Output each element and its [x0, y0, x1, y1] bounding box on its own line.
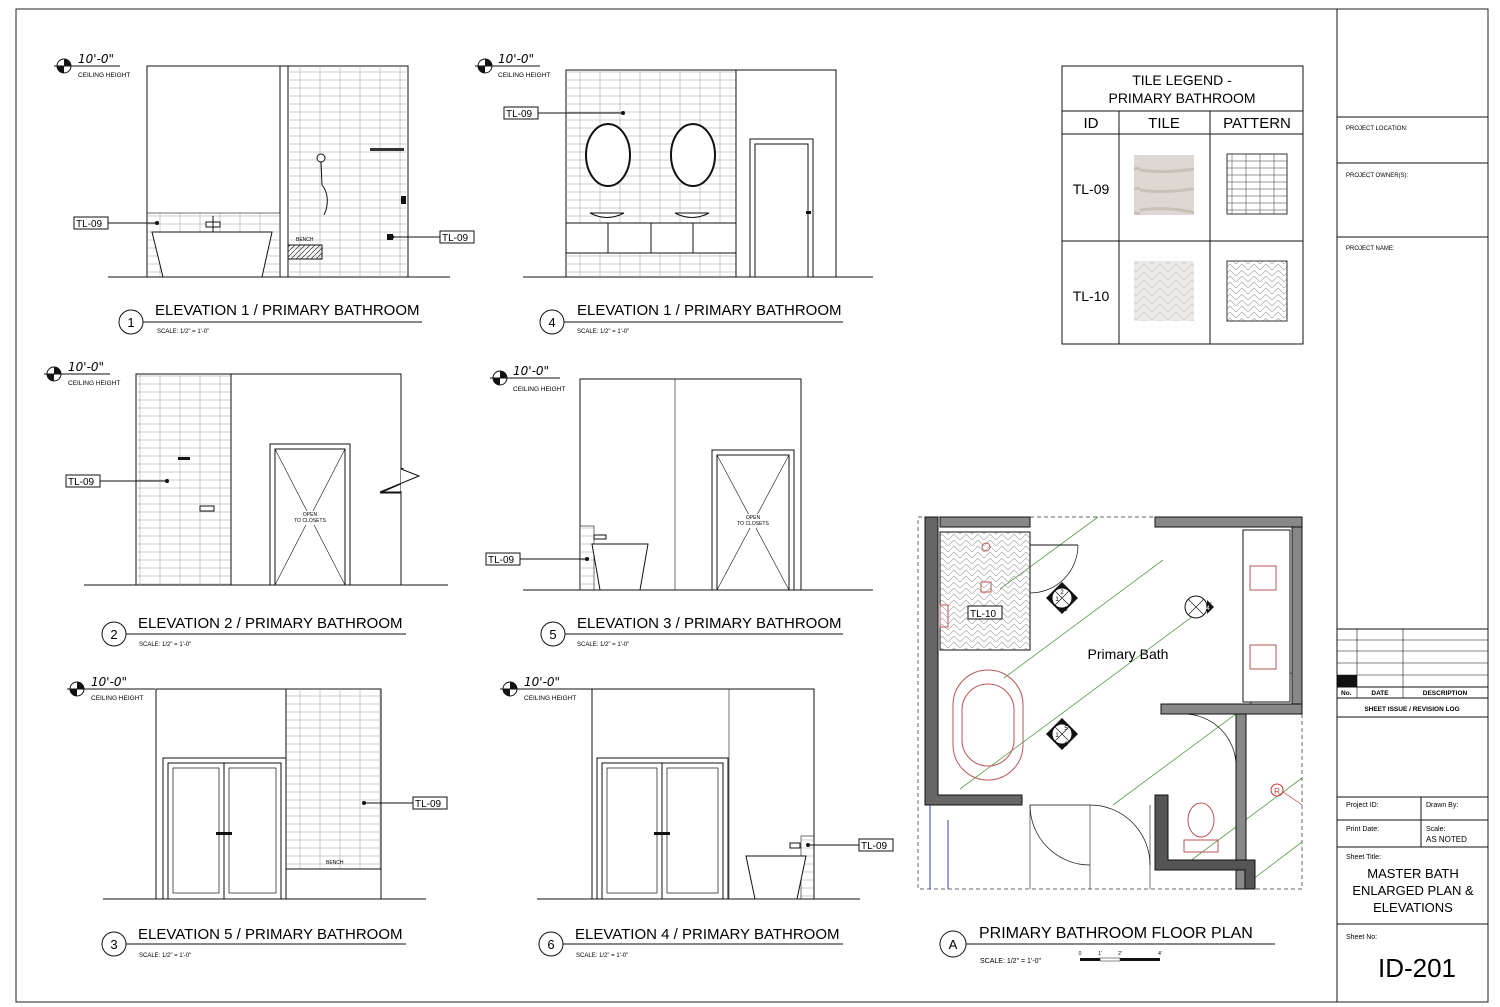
elevation-scale: SCALE: 1/2" = 1'-0" — [577, 642, 630, 648]
elevation-title: ELEVATION 1 / PRIMARY BATHROOM — [155, 302, 420, 319]
elevation-scale: SCALE: 1/2" = 1'-0" — [139, 642, 192, 648]
pattern-swatch-tl09 — [1227, 154, 1287, 214]
svg-text:OPEN: OPEN — [302, 512, 318, 518]
level-height: 10'-0" — [91, 675, 128, 689]
sheet-number: ID-201 — [1377, 953, 1457, 983]
floor-plan-title: PRIMARY BATHROOM FLOOR PLAN — [979, 925, 1253, 942]
revision-log — [1337, 629, 1488, 717]
elevation-number: 4 — [548, 315, 556, 330]
project-owners-label: PROJECT OWNER(S): — [1346, 173, 1409, 179]
sheet-title-line: MASTER BATH — [1367, 866, 1459, 881]
title-block — [1337, 9, 1488, 1002]
tag-tl09 — [74, 217, 159, 230]
elevation-3-drawing — [486, 364, 873, 590]
rev-header-date: DATE — [1371, 690, 1389, 697]
legend-row-id: TL-09 — [1072, 181, 1110, 197]
svg-text:3: 3 — [1064, 607, 1068, 613]
svg-text:1': 1' — [1098, 951, 1102, 957]
sheet-title-label: Sheet Title: — [1346, 854, 1382, 861]
svg-text:1: 1 — [1055, 597, 1059, 603]
level-label: CEILING HEIGHT — [68, 380, 121, 387]
tag-tl09 — [806, 839, 893, 852]
elevation-number: 1 — [127, 315, 135, 330]
level-marker — [490, 364, 565, 393]
floor-plan-number: A — [948, 937, 958, 952]
tile-swatch-tl09 — [1134, 155, 1194, 215]
pattern-swatch-tl10 — [1227, 261, 1287, 321]
level-height: 10'-0" — [513, 364, 550, 378]
elevation-1-caption — [119, 302, 422, 335]
level-marker — [54, 52, 130, 79]
elevation-title: ELEVATION 1 / PRIMARY BATHROOM — [577, 302, 842, 319]
floor-plan-scale: SCALE: 1/2" = 1'-0" — [980, 958, 1041, 965]
level-height: 10'-0" — [68, 360, 105, 374]
svg-text:TL-09: TL-09 — [861, 841, 888, 852]
level-height: 10'-0" — [524, 675, 561, 689]
svg-text:R: R — [1274, 787, 1280, 796]
scale-label: Scale: — [1426, 826, 1446, 833]
svg-text:TL-09: TL-09 — [68, 477, 95, 488]
tile-swatch-tl10 — [1134, 261, 1194, 321]
svg-text:6: 6 — [1064, 742, 1068, 748]
elevation-title: ELEVATION 3 / PRIMARY BATHROOM — [577, 615, 842, 632]
elevation-6-drawing — [500, 675, 893, 899]
level-marker — [475, 52, 550, 79]
elevation-5-drawing — [67, 675, 447, 899]
level-label: CEILING HEIGHT — [78, 72, 131, 79]
svg-text:TL-09: TL-09 — [76, 219, 103, 230]
svg-text:BENCH: BENCH — [326, 860, 344, 866]
elevation-number: 2 — [110, 627, 118, 642]
room-label: Primary Bath — [1087, 646, 1169, 662]
print-date-label: Print Date: — [1346, 826, 1380, 833]
tile-legend-table — [1062, 66, 1303, 344]
level-label: CEILING HEIGHT — [513, 386, 566, 393]
svg-text:4: 4 — [1206, 606, 1210, 612]
svg-text:TL-09: TL-09 — [506, 109, 533, 120]
level-marker — [44, 360, 120, 387]
svg-text:TO CLOSETS: TO CLOSETS — [294, 518, 326, 524]
svg-text:5: 5 — [1064, 726, 1068, 732]
level-label: CEILING HEIGHT — [524, 695, 577, 702]
scale-bar — [1079, 951, 1162, 961]
rev-header-description: DESCRIPTION — [1422, 690, 1468, 697]
elevation-5-caption — [102, 926, 406, 959]
svg-text:TL-09: TL-09 — [415, 799, 442, 810]
svg-text:TL-09: TL-09 — [488, 555, 515, 566]
svg-text:4': 4' — [1158, 951, 1162, 957]
svg-text:TL-09: TL-09 — [442, 233, 469, 244]
tile-legend-title: TILE LEGEND - — [1132, 72, 1232, 88]
sheet-title-line: ELEVATIONS — [1373, 900, 1453, 915]
svg-text:OPEN: OPEN — [745, 515, 761, 521]
legend-header-pattern: PATTERN — [1223, 115, 1291, 132]
elevation-title: ELEVATION 4 / PRIMARY BATHROOM — [575, 926, 840, 943]
revision-log-title: SHEET ISSUE / REVISION LOG — [1364, 706, 1460, 713]
elevation-2-caption — [102, 615, 406, 648]
level-marker — [67, 675, 155, 702]
tag-tl09 — [486, 553, 589, 566]
svg-text:TL-10: TL-10 — [970, 609, 997, 620]
svg-text:TO CLOSETS: TO CLOSETS — [737, 521, 769, 527]
legend-row-id: TL-10 — [1072, 288, 1110, 304]
scale-value: AS NOTED — [1426, 835, 1467, 844]
legend-header-id: ID — [1083, 115, 1099, 132]
project-id-label: Project ID: — [1346, 802, 1379, 809]
project-name-label: PROJECT NAME: — [1346, 246, 1395, 252]
svg-text:2': 2' — [1118, 951, 1122, 957]
elevation-4-drawing — [475, 52, 873, 277]
level-marker — [500, 675, 592, 702]
note-bench: BENCH — [296, 237, 314, 243]
elevation-3-caption — [541, 615, 843, 648]
elevation-number: 3 — [110, 937, 118, 952]
elevation-2-drawing — [44, 360, 448, 585]
sheet-title-line: ENLARGED PLAN & — [1352, 883, 1474, 898]
elevation-number: 5 — [549, 627, 557, 642]
rev-header-no: No. — [1341, 690, 1352, 697]
drawn-by-label: Drawn By: — [1426, 802, 1459, 809]
floor-plan-caption — [940, 925, 1275, 965]
level-height: 10'-0" — [78, 52, 115, 66]
elevation-title: ELEVATION 5 / PRIMARY BATHROOM — [138, 926, 403, 943]
svg-text:2: 2 — [1060, 590, 1064, 596]
tile-legend-subtitle: PRIMARY BATHROOM — [1108, 90, 1256, 106]
elevation-scale: SCALE: 1/2" = 1'-0" — [576, 953, 629, 959]
project-location-label: PROJECT LOCATION: — [1346, 126, 1408, 132]
elevation-6-caption — [539, 926, 843, 959]
elevation-4-caption — [540, 302, 843, 335]
level-label: CEILING HEIGHT — [498, 72, 551, 79]
elevation-scale: SCALE: 1/2" = 1'-0" — [157, 329, 210, 335]
sheet-no-label: Sheet No: — [1346, 934, 1378, 941]
elevation-scale: SCALE: 1/2" = 1'-0" — [139, 953, 192, 959]
elevation-1-drawing — [54, 52, 474, 277]
level-height: 10'-0" — [498, 52, 535, 66]
svg-text:0: 0 — [1078, 951, 1082, 957]
level-label: CEILING HEIGHT — [91, 695, 144, 702]
tag-tl10 — [968, 606, 1002, 620]
legend-header-tile: TILE — [1148, 115, 1180, 132]
elevation-number: 6 — [547, 937, 555, 952]
elevation-scale: SCALE: 1/2" = 1'-0" — [577, 329, 630, 335]
elevation-title: ELEVATION 2 / PRIMARY BATHROOM — [138, 615, 403, 632]
svg-text:1: 1 — [1055, 733, 1059, 739]
floor-plan-drawing — [918, 517, 1302, 889]
